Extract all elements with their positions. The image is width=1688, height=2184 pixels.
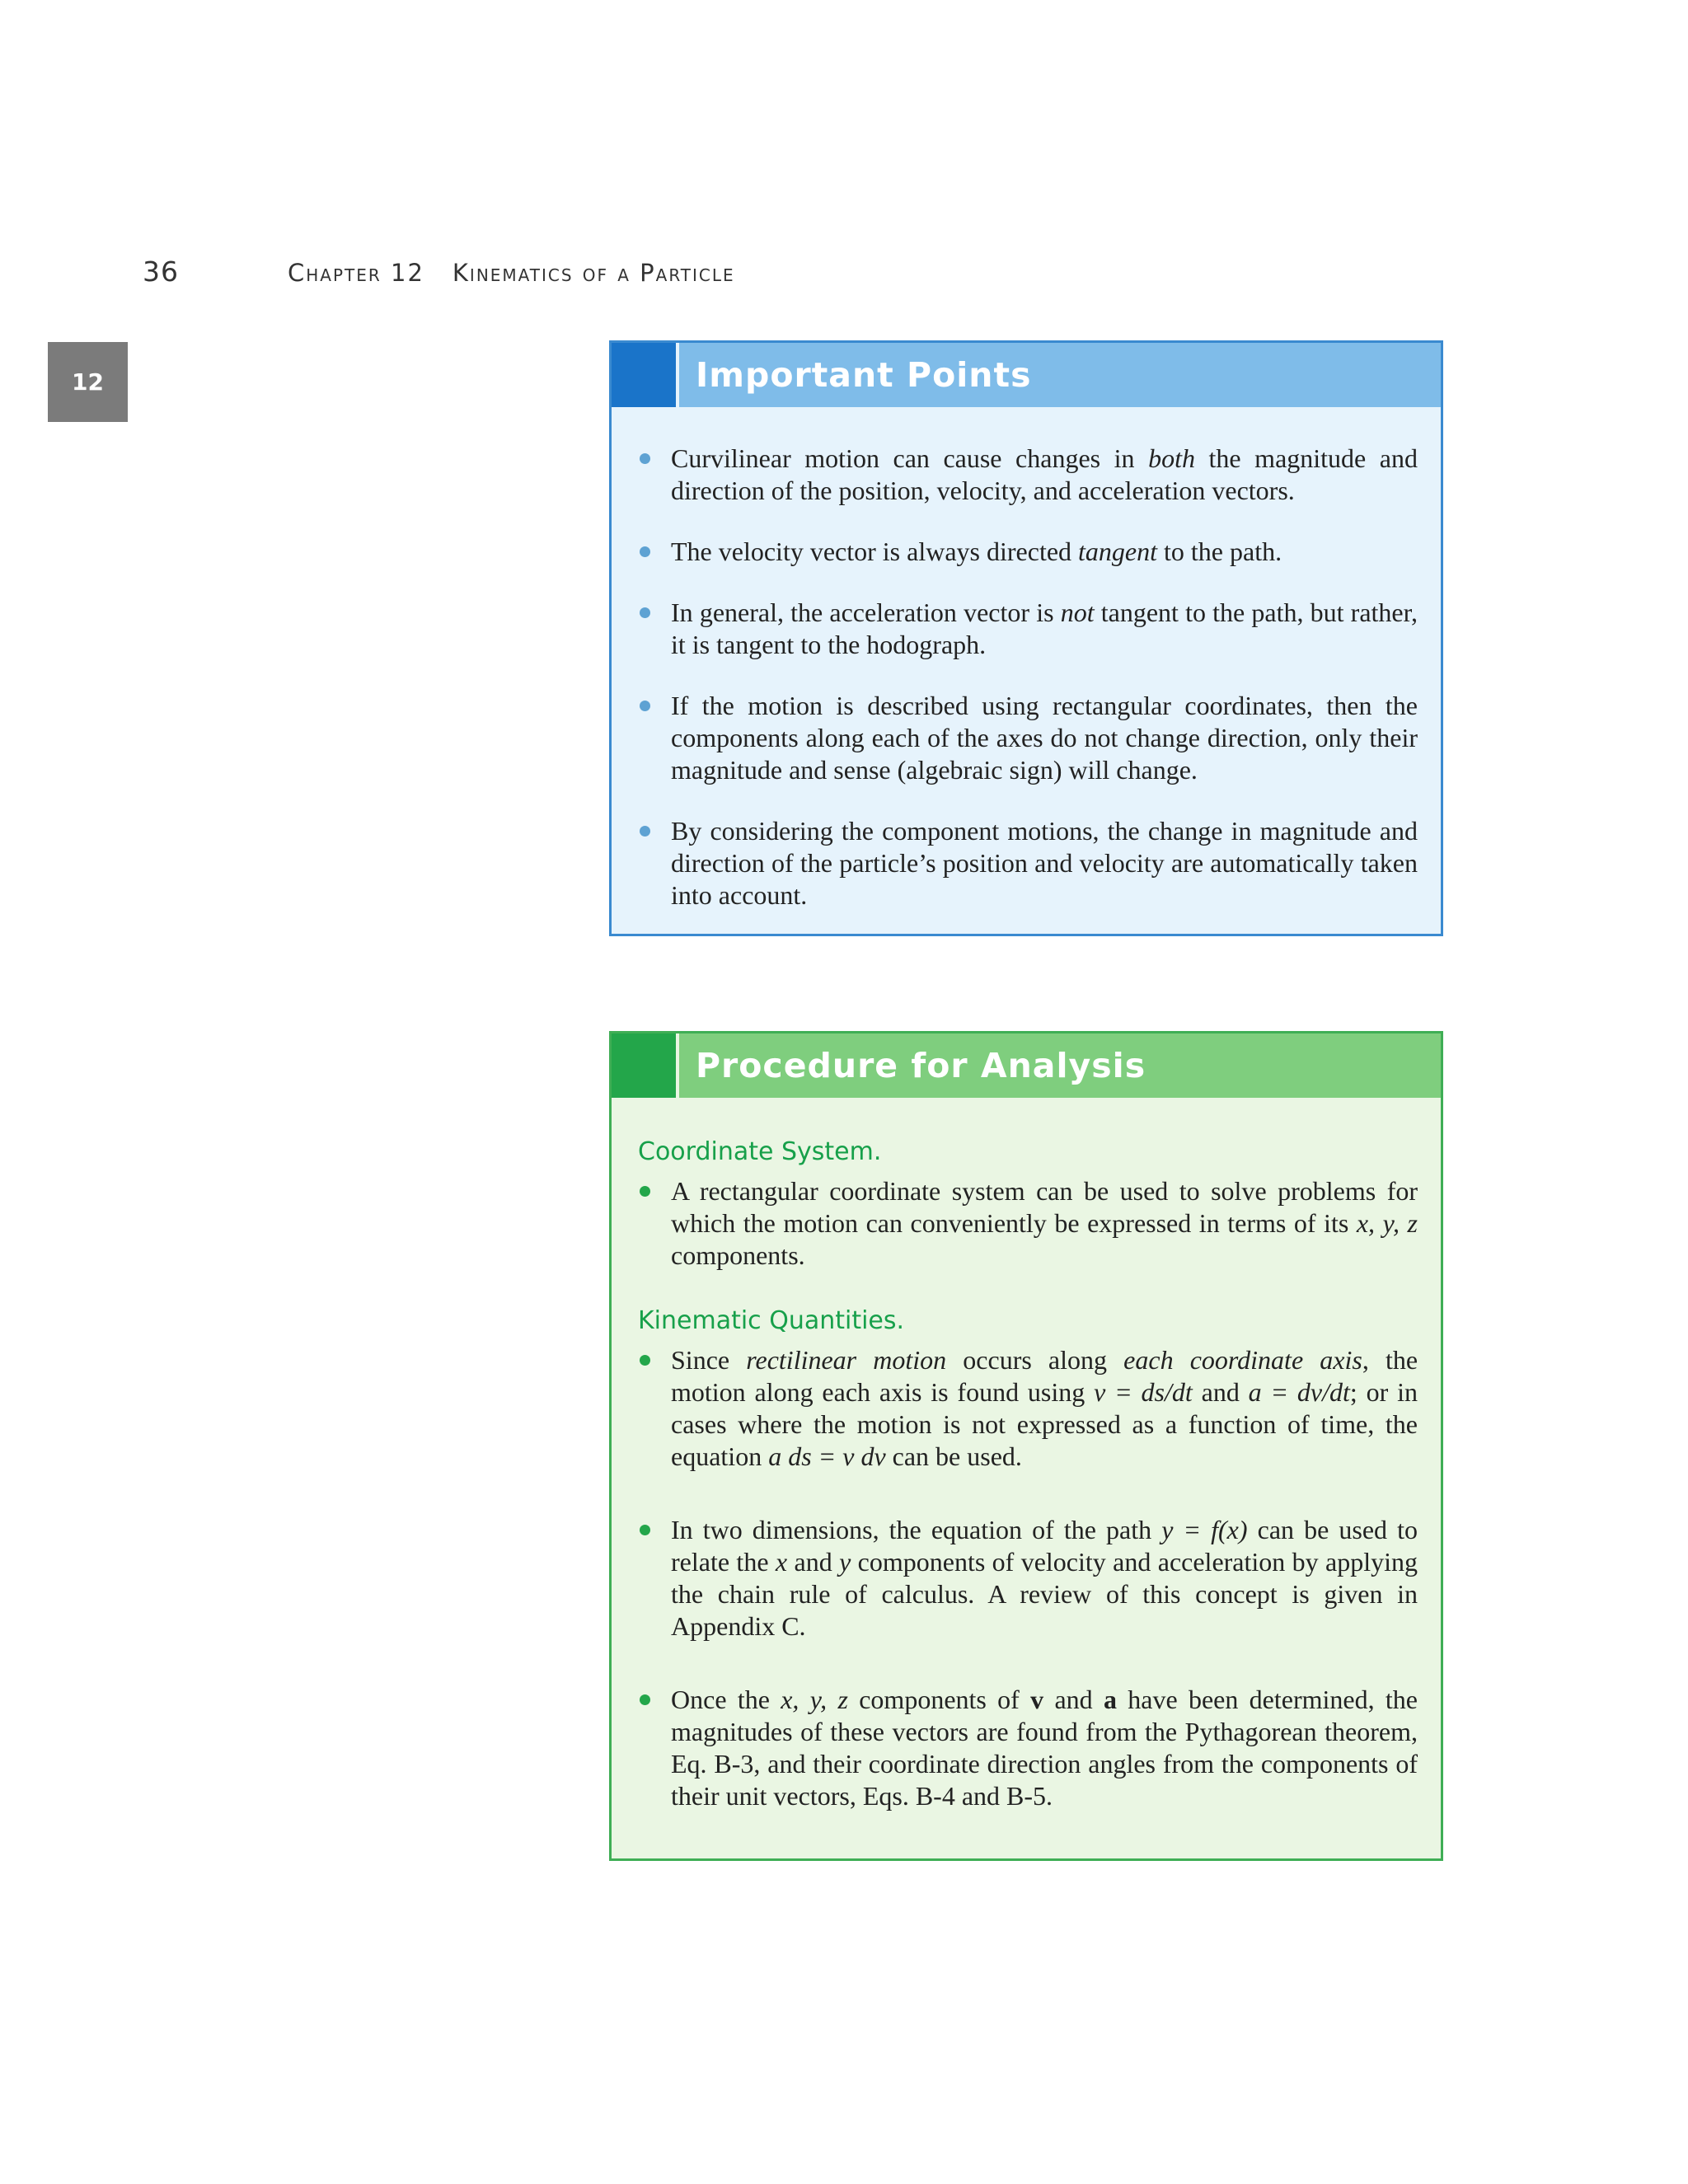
- item-text: and: [1192, 1377, 1249, 1407]
- item-emphasis: each coordinate axis: [1123, 1345, 1362, 1375]
- item-math: a ds = v dv: [768, 1441, 886, 1471]
- item-text: and: [1043, 1685, 1104, 1714]
- list-item: [638, 536, 1418, 568]
- chapter-name: Kinematics of a Particle: [452, 259, 735, 287]
- item-text: can be used.: [885, 1441, 1022, 1471]
- item-text: Curvilinear motion can cause changes in: [671, 443, 1149, 473]
- important-points-title: Important Points: [696, 355, 1032, 395]
- item-text: the magnitude and direction of the position, velocity, and acceleration vectors.: [671, 443, 1418, 505]
- list-item: [638, 597, 1418, 661]
- bullet-icon: [640, 1355, 650, 1366]
- important-points-header: [612, 343, 1441, 407]
- bullet-icon: [640, 1186, 650, 1197]
- item-text: In two dimensions, the equation of the path: [671, 1515, 1162, 1544]
- bullet-icon: [640, 701, 650, 711]
- procedure-box: [609, 1031, 1443, 1861]
- item-text: By considering the component motions, the change in magnitude and direction of the particle’s position and velocity are automatically taken into account.: [671, 816, 1418, 910]
- bullet-icon: [640, 453, 650, 464]
- item-emphasis: both: [1148, 443, 1195, 473]
- item-text: In general, the acceleration vector is: [671, 598, 1061, 627]
- list-item: [638, 443, 1418, 507]
- item-text: components of velocity and acceleration by applying the chain rule of calculus. A review of this concept is given in Appendix C.: [671, 1547, 1418, 1641]
- coordinate-system-list: [638, 1175, 1418, 1272]
- list-item: [638, 690, 1418, 786]
- item-math: x: [775, 1547, 788, 1577]
- list-item: [638, 1684, 1418, 1812]
- item-text: If the motion is described using rectangular coordinates, then the components along each of the axes do not change direction, only their magnitude and sense (algebraic sign) will change.: [671, 691, 1418, 785]
- running-head: [143, 255, 1461, 295]
- item-math: x, y, z: [781, 1685, 848, 1714]
- item-text: Once the: [671, 1685, 781, 1714]
- item-emphasis: rectilinear motion: [746, 1345, 947, 1375]
- page-number: 36: [143, 255, 179, 288]
- important-points-list: [638, 443, 1418, 912]
- item-text: Since: [671, 1345, 747, 1375]
- item-text: The velocity vector is always directed: [671, 537, 1079, 566]
- bullet-icon: [640, 826, 650, 837]
- header-accent-square: [612, 343, 676, 407]
- item-emphasis: tangent: [1078, 537, 1158, 566]
- procedure-header: [612, 1033, 1441, 1098]
- item-text: and: [787, 1547, 840, 1577]
- important-points-box: [609, 340, 1443, 936]
- item-text: can be used to relate the: [671, 1515, 1418, 1577]
- item-text: ; or in cases where the motion is not expressed as a function of time, the equation: [671, 1377, 1418, 1471]
- item-text: have been determined, the magnitudes of these vectors are found from the Pythagorean theorem, Eq. B-3, and their coordinate direction angles from the components of their unit vectors, Eqs. B-4 and B-5.: [671, 1685, 1418, 1811]
- bullet-icon: [640, 1525, 650, 1535]
- list-item: [638, 1514, 1418, 1643]
- item-emphasis: not: [1060, 598, 1095, 627]
- procedure-body: [612, 1098, 1441, 1812]
- header-bar: [679, 1033, 1441, 1098]
- kinematic-quantities-list: [638, 1344, 1418, 1812]
- item-vector: v: [1030, 1685, 1044, 1714]
- item-math: y: [839, 1547, 851, 1577]
- bullet-icon: [640, 546, 650, 557]
- chapter-title: [288, 259, 735, 287]
- item-text: components.: [671, 1240, 805, 1270]
- coordinate-system-section: [638, 1136, 1418, 1272]
- list-item: [638, 1344, 1418, 1473]
- section-heading: Kinematic Quantities.: [638, 1306, 905, 1335]
- procedure-title: Procedure for Analysis: [696, 1046, 1146, 1085]
- item-text: A rectangular coordinate system can be used to solve problems for which the motion can conveniently be expressed in terms of its: [671, 1176, 1418, 1238]
- chapter-tab: 12: [48, 342, 128, 422]
- item-text: components of: [847, 1685, 1031, 1714]
- header-accent-square: [612, 1033, 676, 1098]
- important-points-body: [612, 407, 1441, 912]
- section-heading: Coordinate System.: [638, 1137, 882, 1166]
- item-vector: a: [1103, 1685, 1117, 1714]
- item-math: x, y, z: [1356, 1208, 1418, 1238]
- bullet-icon: [640, 1694, 650, 1705]
- header-bar: [679, 343, 1441, 407]
- kinematic-quantities-section: [638, 1305, 1418, 1812]
- item-text: to the path.: [1157, 537, 1282, 566]
- item-text: , the motion along each axis is found using: [671, 1345, 1418, 1407]
- item-text: tangent to the path, but rather, it is tangent to the hodograph.: [671, 598, 1418, 659]
- item-math: v = ds/dt: [1094, 1377, 1193, 1407]
- list-item: [638, 1175, 1418, 1272]
- item-math: y = f(x): [1161, 1515, 1248, 1544]
- item-text: occurs along: [946, 1345, 1124, 1375]
- chapter-label: Chapter 12: [288, 259, 424, 287]
- list-item: [638, 815, 1418, 912]
- item-math: a = dv/dt: [1248, 1377, 1350, 1407]
- bullet-icon: [640, 607, 650, 618]
